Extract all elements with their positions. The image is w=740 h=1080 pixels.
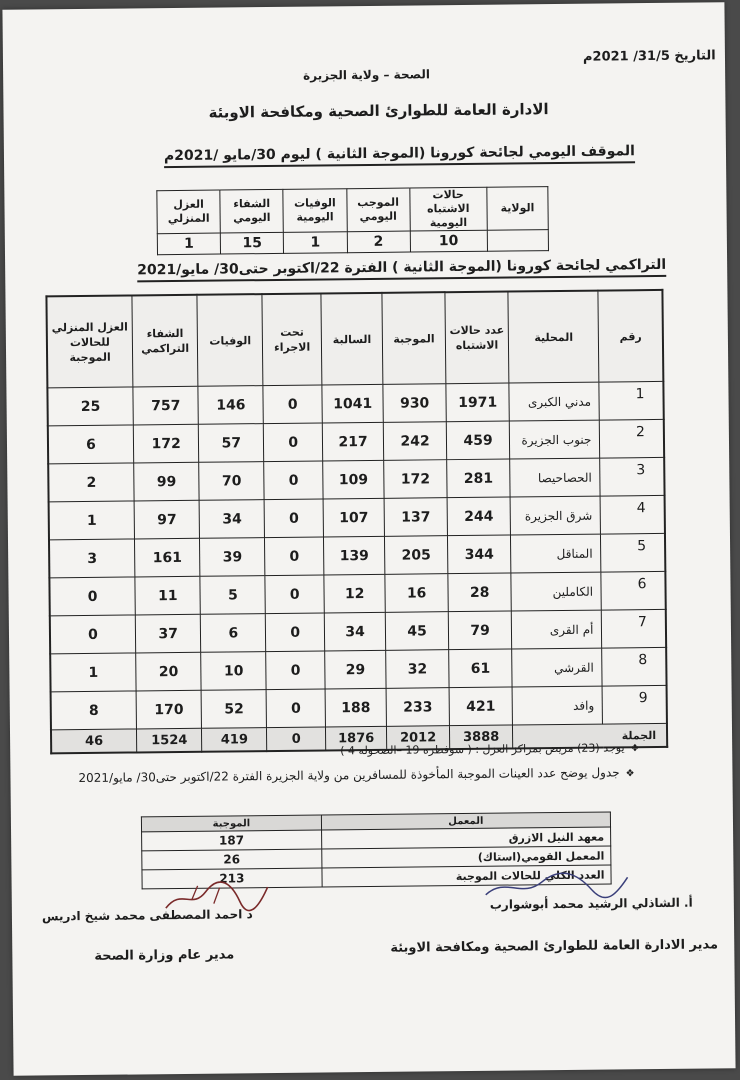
locality-row xyxy=(51,685,667,729)
stat-cell: 97 xyxy=(134,500,200,539)
stat-cell: 244 xyxy=(447,497,510,536)
signatory-right-title: مدير الادارة العامة للطوارئ الصحية ومكافحة الاوبئة xyxy=(390,937,719,956)
stat-cell: 172 xyxy=(384,460,447,499)
samples-note xyxy=(78,765,634,785)
lab-value: 187 xyxy=(142,830,322,851)
stat-cell: 45 xyxy=(385,612,448,651)
locality-name: شرق الجزيرة xyxy=(510,496,601,535)
daily-header-cell: الشفاء اليومي xyxy=(220,189,284,233)
total-cell: 46 xyxy=(51,729,137,753)
stat-cell: 0 xyxy=(266,689,325,728)
daily-header-cell: حالات الاشتباه اليومية xyxy=(409,187,487,231)
stat-cell: 0 xyxy=(264,423,323,462)
stat-cell: 161 xyxy=(134,538,200,577)
bullet-icon: ❖ xyxy=(625,768,635,780)
row-number: 8 xyxy=(602,647,666,686)
stat-cell: 6 xyxy=(201,614,266,653)
stat-cell: 459 xyxy=(446,421,509,460)
locality-name: القرشي xyxy=(512,648,603,687)
stat-cell: 20 xyxy=(136,652,202,691)
row-number: 5 xyxy=(601,533,665,572)
bullet-icon: ❖ xyxy=(630,743,640,755)
stat-cell: 10 xyxy=(201,652,266,691)
stat-cell: 32 xyxy=(386,650,449,689)
col-header-positive: الموجبة xyxy=(382,292,446,384)
stat-cell: 34 xyxy=(324,612,385,651)
stat-cell: 0 xyxy=(264,499,323,538)
stat-cell: 281 xyxy=(447,459,510,498)
stat-cell: 16 xyxy=(385,574,448,613)
total-cell: 3888 xyxy=(450,725,513,749)
locality-row xyxy=(48,419,664,463)
stat-cell: 0 xyxy=(49,577,135,616)
daily-values-row xyxy=(157,230,548,255)
stat-cell: 170 xyxy=(136,690,202,729)
isolation-note xyxy=(340,741,639,757)
locality-row xyxy=(47,381,663,425)
stat-cell: 52 xyxy=(201,690,266,729)
locality-row xyxy=(49,495,665,539)
daily-header-cell: العزل المنزلي xyxy=(157,190,221,234)
row-number: 1 xyxy=(599,381,663,420)
daily-header-cell: الوفيات اليومية xyxy=(283,189,347,233)
signatory-left-title: مدير عام وزارة الصحة xyxy=(94,947,235,964)
stat-cell: 0 xyxy=(265,537,324,576)
stat-cell: 2 xyxy=(48,463,134,502)
stat-cell: 25 xyxy=(47,387,133,426)
daily-value-cell xyxy=(487,230,548,252)
row-number: 9 xyxy=(603,685,667,724)
daily-value-cell: 10 xyxy=(410,230,487,252)
locality-row xyxy=(48,457,664,501)
col-header-locality: المحلية xyxy=(508,291,599,383)
locality-name: الكاملين xyxy=(511,572,602,611)
stat-cell: 233 xyxy=(386,688,449,727)
stat-cell: 28 xyxy=(448,573,511,612)
stat-cell: 1041 xyxy=(322,384,383,423)
daily-header-cell: الموجب اليومي xyxy=(346,188,410,232)
stat-cell: 146 xyxy=(198,386,263,425)
stat-cell: 205 xyxy=(385,536,448,575)
stat-cell: 0 xyxy=(265,575,324,614)
row-number: 6 xyxy=(601,571,665,610)
stat-cell: 12 xyxy=(324,574,385,613)
stat-cell: 61 xyxy=(449,649,512,688)
stat-cell: 0 xyxy=(266,651,325,690)
locality-row xyxy=(49,571,665,615)
document-page xyxy=(2,2,735,1076)
total-cell: 1524 xyxy=(136,728,202,752)
daily-value-cell: 15 xyxy=(220,232,283,254)
samples-note-text: جدول يوضح عدد العينات الموجبة المأخوذة للمسافرين من ولاية الجزيرة الفترة 22/اكتوبر حتى30/ مايو/2021 xyxy=(78,765,620,786)
department-heading: الادارة العامة للطوارئ الصحية ومكافحة الاوبئة xyxy=(208,100,549,122)
col-header-recovered: الشفاء التراكمي xyxy=(132,295,198,387)
locality-name: مدني الكبرى xyxy=(509,382,600,421)
daily-value-cell: 2 xyxy=(347,231,410,253)
stat-cell: 757 xyxy=(133,386,199,425)
total-cell: 1876 xyxy=(326,726,387,750)
total-cell: 2012 xyxy=(387,726,450,750)
col-header-pending: تحت الاجراء xyxy=(262,293,322,385)
daily-header-row xyxy=(157,187,548,234)
row-number: 4 xyxy=(601,495,665,534)
row-number: 7 xyxy=(602,609,666,648)
stat-cell: 139 xyxy=(324,536,385,575)
row-number: 2 xyxy=(600,419,664,458)
lab-name: المعمل القومي(استاك) xyxy=(322,846,611,868)
locality-name: الحصاحيصا xyxy=(510,458,601,497)
lab-header-cell: المعمل xyxy=(321,812,610,830)
stat-cell: 188 xyxy=(325,688,386,727)
stat-cell: 0 xyxy=(264,461,323,500)
stat-cell: 242 xyxy=(383,422,446,461)
cumulative-table xyxy=(45,289,668,754)
row-number: 3 xyxy=(600,457,664,496)
stat-cell: 1 xyxy=(50,653,136,692)
lab-name: معهد النيل الازرق xyxy=(321,827,610,849)
stat-cell: 217 xyxy=(322,422,383,461)
daily-header-cell: الولاية xyxy=(487,187,549,231)
stat-cell: 6 xyxy=(48,425,134,464)
total-cell: 0 xyxy=(267,727,326,751)
stat-cell: 39 xyxy=(200,538,265,577)
isolation-note-text: يوجد (23) مريض بمراكز العزل : ( سوفطره 19 –الصحوله 4 ) xyxy=(340,741,625,758)
col-header-negative: السالبة xyxy=(321,293,383,385)
stat-cell: 1971 xyxy=(446,383,509,422)
stat-cell: 99 xyxy=(134,462,200,501)
ministry-heading: الصحة – ولاية الجزيرة xyxy=(303,67,431,83)
daily-report-title: الموقف اليومي لجائحة كورونا (الموجة الثانية ) ليوم 30/مايو /2021م xyxy=(164,143,635,168)
locality-name: وافد xyxy=(512,686,603,725)
lab-header-cell: الموجبة xyxy=(141,815,321,832)
stat-cell: 109 xyxy=(323,460,384,499)
signatory-right-name: أ. الشاذلي الرشيد محمد أبوشوارب xyxy=(489,895,693,912)
stat-cell: 3 xyxy=(49,539,135,578)
stat-cell: 11 xyxy=(135,576,201,615)
locality-name: المناقل xyxy=(511,534,602,573)
stat-cell: 5 xyxy=(200,576,265,615)
stat-cell: 37 xyxy=(135,614,201,653)
stat-cell: 137 xyxy=(384,498,447,537)
col-header-deaths: الوفيات xyxy=(197,294,263,386)
locality-row xyxy=(50,609,666,653)
stat-cell: 29 xyxy=(325,650,386,689)
lab-value: 213 xyxy=(142,868,322,889)
daily-value-cell: 1 xyxy=(284,232,347,254)
col-header-number: رقم xyxy=(598,290,663,382)
stat-cell: 0 xyxy=(263,385,322,424)
cumulative-header-row xyxy=(46,290,663,388)
stat-cell: 79 xyxy=(448,611,511,650)
locality-row xyxy=(49,533,665,577)
stat-cell: 34 xyxy=(199,500,264,539)
stat-cell: 1 xyxy=(49,501,135,540)
locality-name: جنوب الجزيرة xyxy=(509,420,600,459)
locality-name: أم القرى xyxy=(511,610,602,649)
lab-value: 26 xyxy=(142,849,322,870)
stat-cell: 107 xyxy=(323,498,384,537)
stat-cell: 344 xyxy=(448,535,511,574)
stat-cell: 0 xyxy=(50,615,136,654)
stat-cell: 0 xyxy=(266,613,325,652)
daily-value-cell: 1 xyxy=(157,233,220,255)
total-label: الجملة xyxy=(513,723,668,748)
stat-cell: 172 xyxy=(133,424,199,463)
stat-cell: 70 xyxy=(199,462,264,501)
document-date: التاريخ 31/5/ 2021م xyxy=(582,48,716,65)
cumulative-report-title: التراكمي لجائحة كورونا (الموجة الثانية ) الفترة 22/اكتوبر حتى30/ مايو/2021 xyxy=(137,257,666,283)
locality-row xyxy=(50,647,666,691)
col-header-home-isolation: العزل المنزلي للحالات الموجبة xyxy=(46,295,132,387)
stat-cell: 930 xyxy=(383,384,446,423)
lab-name: العدد الكلي للحالات الموجبة xyxy=(322,865,611,887)
daily-status-table xyxy=(156,186,549,255)
col-header-suspected: عدد حالات الاشتباه xyxy=(445,292,509,384)
stat-cell: 421 xyxy=(449,687,512,726)
stat-cell: 8 xyxy=(51,691,137,730)
total-cell: 419 xyxy=(202,728,267,752)
signatory-left-name: د احمد المصطفى محمد شيخ ادريس xyxy=(41,907,253,924)
stat-cell: 57 xyxy=(199,424,264,463)
